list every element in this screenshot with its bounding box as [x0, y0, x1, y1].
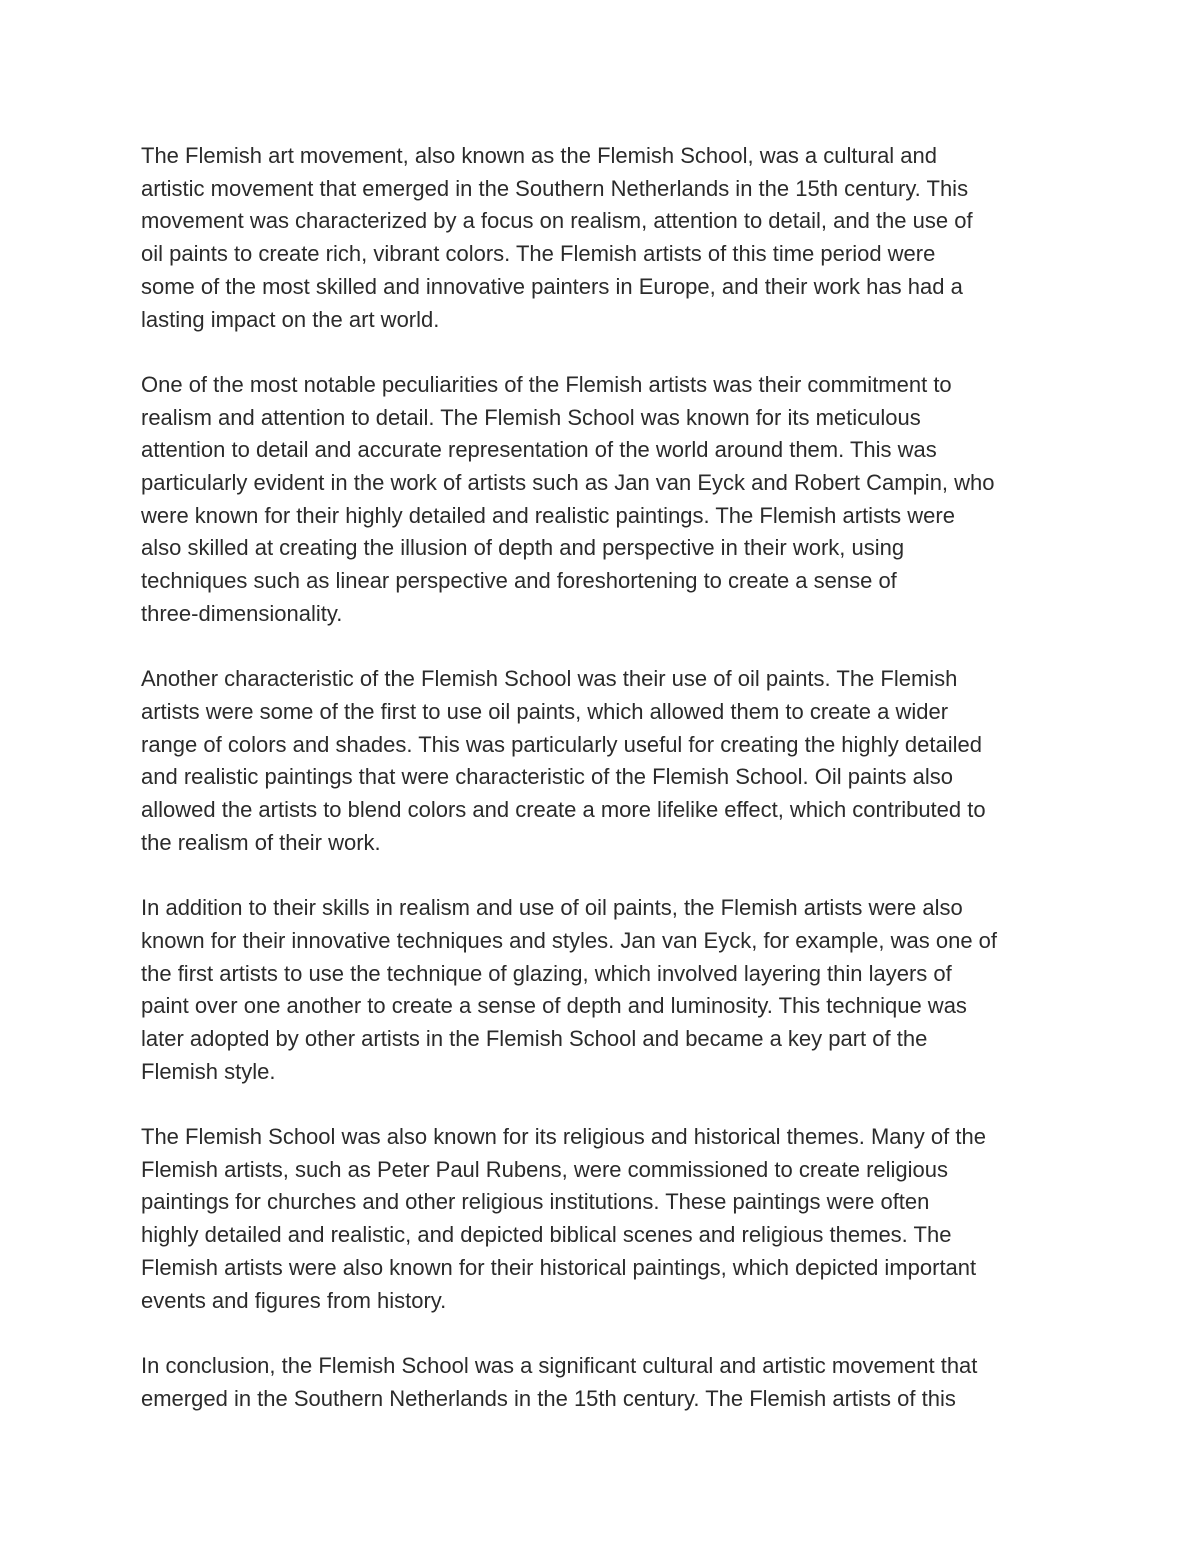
- text-line: Another characteristic of the Flemish School was their use of oil paints. The Flemish: [141, 666, 958, 692]
- text-line: and realistic paintings that were characteristic of the Flemish School. Oil paints also: [141, 764, 953, 790]
- text-line: oil paints to create rich, vibrant colors. The Flemish artists of this time period were: [141, 241, 936, 267]
- paragraph-2: [141, 369, 1071, 631]
- text-line: allowed the artists to blend colors and create a more lifelike effect, which contributed to: [141, 797, 986, 823]
- text-line: In addition to their skills in realism and use of oil paints, the Flemish artists were also: [141, 895, 963, 921]
- text-line: also skilled at creating the illusion of depth and perspective in their work, using: [141, 535, 905, 561]
- text-line: artists were some of the first to use oil paints, which allowed them to create a wider: [141, 698, 949, 724]
- text-line: the realism of their work.: [141, 829, 381, 855]
- paragraph-5: [141, 1121, 1071, 1317]
- text-line: attention to detail and accurate representation of the world around them. This was: [141, 437, 937, 463]
- text-line: Flemish style.: [141, 1058, 276, 1084]
- text-line: paint over one another to create a sense of depth and luminosity. This technique was: [141, 993, 967, 1019]
- text-line: three-dimensionality.: [141, 600, 343, 626]
- text-line: highly detailed and realistic, and depicted biblical scenes and religious themes. The: [141, 1222, 952, 1248]
- document-body: [141, 140, 1071, 1448]
- text-line: emerged in the Southern Netherlands in the 15th century. The Flemish artists of this: [141, 1385, 956, 1411]
- text-line: movement was characterized by a focus on realism, attention to detail, and the use of: [141, 208, 973, 234]
- text-line: Flemish artists, such as Peter Paul Rubens, were commissioned to create religious: [141, 1156, 949, 1182]
- text-line: Flemish artists were also known for their historical paintings, which depicted important: [141, 1254, 977, 1280]
- paragraph-6: [141, 1350, 1071, 1415]
- text-line: The Flemish School was also known for its religious and historical themes. Many of the: [141, 1124, 986, 1150]
- text-line: range of colors and shades. This was particularly useful for creating the highly detailed: [141, 731, 982, 757]
- text-line: lasting impact on the art world.: [141, 306, 440, 332]
- text-line: some of the most skilled and innovative painters in Europe, and their work has had a: [141, 273, 963, 299]
- text-line: were known for their highly detailed and realistic paintings. The Flemish artists were: [141, 502, 955, 528]
- text-line: particularly evident in the work of artists such as Jan van Eyck and Robert Campin, who: [141, 470, 995, 496]
- text-line: later adopted by other artists in the Flemish School and became a key part of the: [141, 1025, 928, 1051]
- text-line: techniques such as linear perspective and foreshortening to create a sense of: [141, 568, 897, 594]
- text-line: artistic movement that emerged in the Southern Netherlands in the 15th century. This: [141, 175, 969, 201]
- text-line: paintings for churches and other religious institutions. These paintings were often: [141, 1189, 930, 1215]
- text-line: realism and attention to detail. The Flemish School was known for its meticulous: [141, 404, 921, 430]
- paragraph-1: [141, 140, 1071, 336]
- text-line: One of the most notable peculiarities of the Flemish artists was their commitment to: [141, 371, 952, 397]
- text-line: The Flemish art movement, also known as the Flemish School, was a cultural and: [141, 143, 938, 168]
- paragraph-4: [141, 892, 1071, 1088]
- text-line: known for their innovative techniques and styles. Jan van Eyck, for example, was one of: [141, 927, 998, 953]
- text-line: the first artists to use the technique of glazing, which involved layering thin layers of: [141, 960, 952, 986]
- text-line: events and figures from history.: [141, 1287, 447, 1313]
- paragraph-3: [141, 663, 1071, 859]
- text-line: In conclusion, the Flemish School was a significant cultural and artistic movement that: [141, 1352, 978, 1378]
